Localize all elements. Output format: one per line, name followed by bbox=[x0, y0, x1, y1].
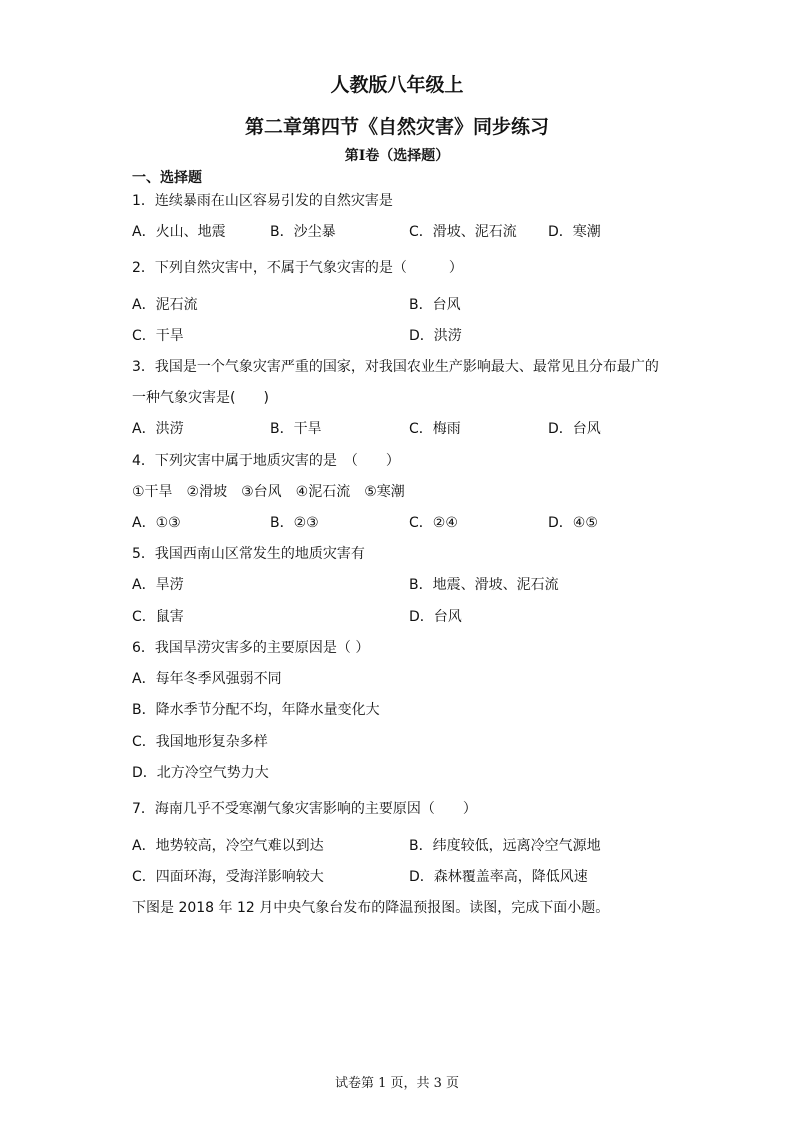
q3-option-c: C．梅雨 bbox=[409, 421, 461, 437]
q2-option-b: B．台风 bbox=[409, 297, 461, 313]
q5-option-a: A．旱涝 bbox=[132, 577, 184, 593]
q5-option-b: B．地震、滑坡、泥石流 bbox=[409, 577, 559, 593]
q7-option-b: B．纬度较低，远离冷空气源地 bbox=[409, 838, 601, 854]
q3-option-d: D．台风 bbox=[548, 421, 601, 437]
q7-option-a: A．地势较高，冷空气难以到达 bbox=[132, 838, 324, 854]
question-6-stem: 6．我国旱涝灾害多的主要原因是（ ） bbox=[132, 640, 370, 656]
q4-option-c: C．②④ bbox=[409, 515, 458, 531]
q5-option-d: D．台风 bbox=[409, 609, 462, 625]
q5-option-c: C．鼠害 bbox=[132, 609, 184, 625]
q3-option-a: A．洪涝 bbox=[132, 421, 184, 437]
q4-option-b: B．②③ bbox=[270, 515, 319, 531]
q4-option-d: D．④⑤ bbox=[548, 515, 598, 531]
q1-option-b: B．沙尘暴 bbox=[270, 224, 336, 240]
figure-intro: 下图是 2018 年 12 月中央气象台发布的降温预报图。读图，完成下面小题。 bbox=[132, 900, 610, 916]
q2-option-c: C．干旱 bbox=[132, 328, 184, 344]
question-3-stem-line2: 一种气象灾害是( ) bbox=[132, 390, 269, 406]
q6-option-d: D．北方冷空气势力大 bbox=[132, 765, 269, 781]
q4-items: ①干旱 ②滑坡 ③台风 ④泥石流 ⑤寒潮 bbox=[132, 484, 405, 500]
q6-option-a: A．每年冬季风强弱不同 bbox=[132, 671, 282, 687]
q1-option-c: C．滑坡、泥石流 bbox=[409, 224, 517, 240]
question-2-stem: 2．下列自然灾害中，不属于气象灾害的是（ ） bbox=[132, 260, 463, 276]
page-footer: 试卷第 1 页，共 3 页 bbox=[334, 1076, 460, 1091]
q7-option-d: D．森林覆盖率高，降低风速 bbox=[409, 869, 588, 885]
question-4-stem: 4．下列灾害中属于地质灾害的是 （ ） bbox=[132, 453, 400, 469]
doc-title: 人教版八年级上 bbox=[330, 74, 464, 96]
question-1-stem: 1．连续暴雨在山区容易引发的自然灾害是 bbox=[132, 193, 393, 209]
volume-heading: 第Ⅰ卷（选择题） bbox=[344, 148, 450, 164]
q2-option-d: D．洪涝 bbox=[409, 328, 462, 344]
q3-option-b: B．干旱 bbox=[270, 421, 322, 437]
q7-option-c: C．四面环海，受海洋影响较大 bbox=[132, 869, 324, 885]
q2-option-a: A．泥石流 bbox=[132, 297, 198, 313]
q6-option-b: B．降水季节分配不均，年降水量变化大 bbox=[132, 702, 380, 718]
question-7-stem: 7．海南几乎不受寒潮气象灾害影响的主要原因（ ） bbox=[132, 801, 477, 817]
q6-option-c: C．我国地形复杂多样 bbox=[132, 734, 268, 750]
q1-option-d: D．寒潮 bbox=[548, 224, 601, 240]
q1-option-a: A．火山、地震 bbox=[132, 224, 226, 240]
question-5-stem: 5．我国西南山区常发生的地质灾害有 bbox=[132, 546, 365, 562]
question-3-stem-line1: 3．我国是一个气象灾害严重的国家，对我国农业生产影响最大、最常见且分布最广的 bbox=[132, 359, 659, 375]
doc-subtitle: 第二章第四节《自然灾害》同步练习 bbox=[244, 116, 549, 138]
q4-option-a: A．①③ bbox=[132, 515, 181, 531]
section-heading: 一、选择题 bbox=[132, 170, 202, 186]
